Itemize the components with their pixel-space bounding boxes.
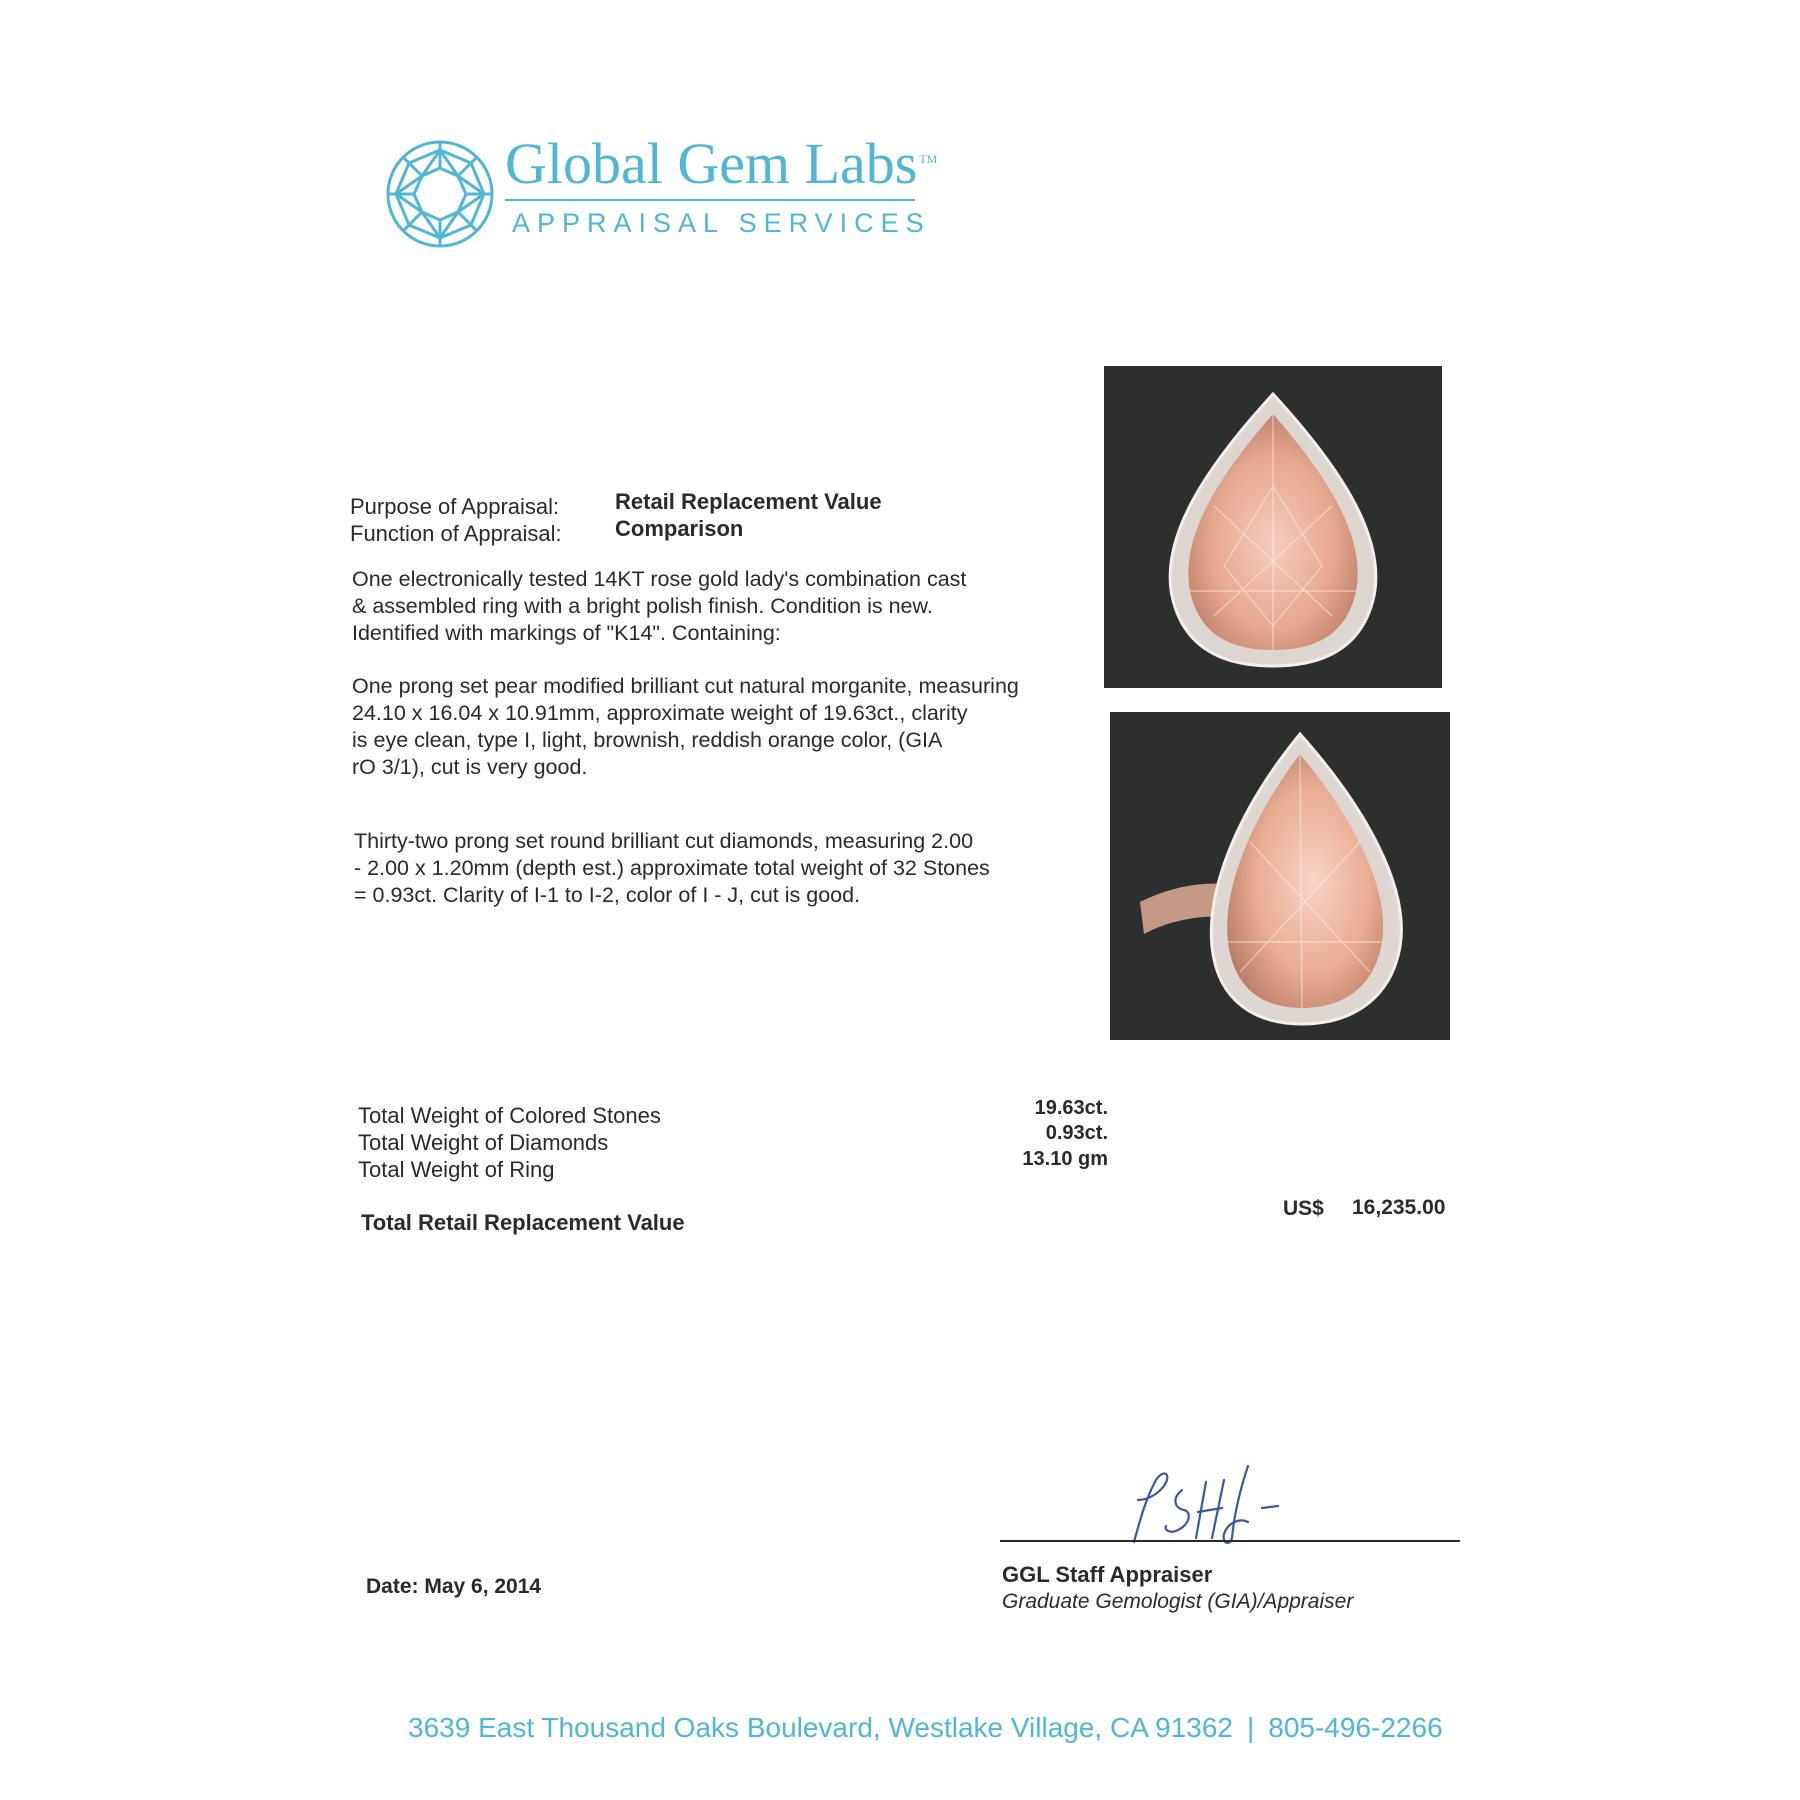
ring-weight-label: Total Weight of Ring — [358, 1157, 555, 1182]
brand-tagline: APPRAISAL SERVICES — [512, 208, 931, 238]
ring-photo-angle — [1110, 712, 1450, 1040]
diamonds-line: = 0.93ct. Clarity of I-1 to I-2, color of I - J, cut is good. — [354, 883, 861, 907]
center-stone-line: 24.10 x 16.04 x 10.91mm, approximate weight of 19.63ct., clarity — [352, 701, 968, 725]
ring-description — [352, 566, 966, 647]
ring-weight-value: 13.10 gm — [1022, 1148, 1108, 1170]
gem-outline-icon — [384, 138, 496, 250]
purpose-value: Retail Replacement Value — [615, 489, 882, 514]
footer-contact — [408, 1712, 1443, 1744]
center-stone-line: One prong set pear modified brilliant cut natural morganite, measuring — [352, 674, 1019, 698]
ring-description-line: & assembled ring with a bright polish finish. Condition is new. — [352, 594, 933, 618]
center-stone-line: is eye clean, type I, light, brownish, reddish orange color, (GIA — [352, 728, 943, 752]
ring-description-line: Identified with markings of "K14". Containing: — [352, 621, 781, 645]
replacement-value-amount: 16,235.00 — [1352, 1196, 1446, 1219]
appraiser-credentials: Graduate Gemologist (GIA)/Appraiser — [1002, 1590, 1354, 1613]
appraiser-title: GGL Staff Appraiser — [1002, 1562, 1213, 1587]
diamonds-line: - 2.00 x 1.20mm (depth est.) approximate total weight of 32 Stones — [354, 856, 990, 880]
currency-label: US$ — [1283, 1197, 1324, 1220]
footer-phone: 805-496-2266 — [1268, 1712, 1443, 1743]
purpose-label: Purpose of Appraisal: — [350, 494, 560, 519]
center-stone-description — [352, 673, 1019, 781]
ring-photo-front — [1104, 366, 1442, 688]
diamonds-weight-label: Total Weight of Diamonds — [358, 1130, 609, 1155]
footer-separator: | — [1246, 1712, 1255, 1743]
appraisal-date: Date: May 6, 2014 — [366, 1575, 542, 1598]
trademark-mark: TM — [919, 151, 938, 166]
signature-icon — [1120, 1460, 1300, 1550]
center-stone-line: rO 3/1), cut is very good. — [352, 755, 588, 779]
colored-stones-weight-value: 19.63ct. — [1034, 1097, 1108, 1119]
replacement-value-label: Total Retail Replacement Value — [361, 1210, 685, 1235]
brand-name: Global Gem Labs ™ — [505, 131, 938, 196]
footer-address: 3639 East Thousand Oaks Boulevard, Westlake Village, CA 91362 — [408, 1712, 1233, 1743]
ring-description-line: One electronically tested 14KT rose gold lady's combination cast — [352, 567, 967, 591]
diamonds-description — [354, 828, 990, 909]
signature-line — [1000, 1540, 1460, 1542]
diamonds-line: Thirty-two prong set round brilliant cut diamonds, measuring 2.00 — [354, 829, 974, 853]
function-value: Comparison — [615, 516, 744, 541]
brand-divider — [505, 199, 915, 201]
colored-stones-weight-label: Total Weight of Colored Stones — [358, 1103, 661, 1128]
function-label: Function of Appraisal: — [350, 521, 562, 546]
diamonds-weight-value: 0.93ct. — [1045, 1122, 1108, 1144]
